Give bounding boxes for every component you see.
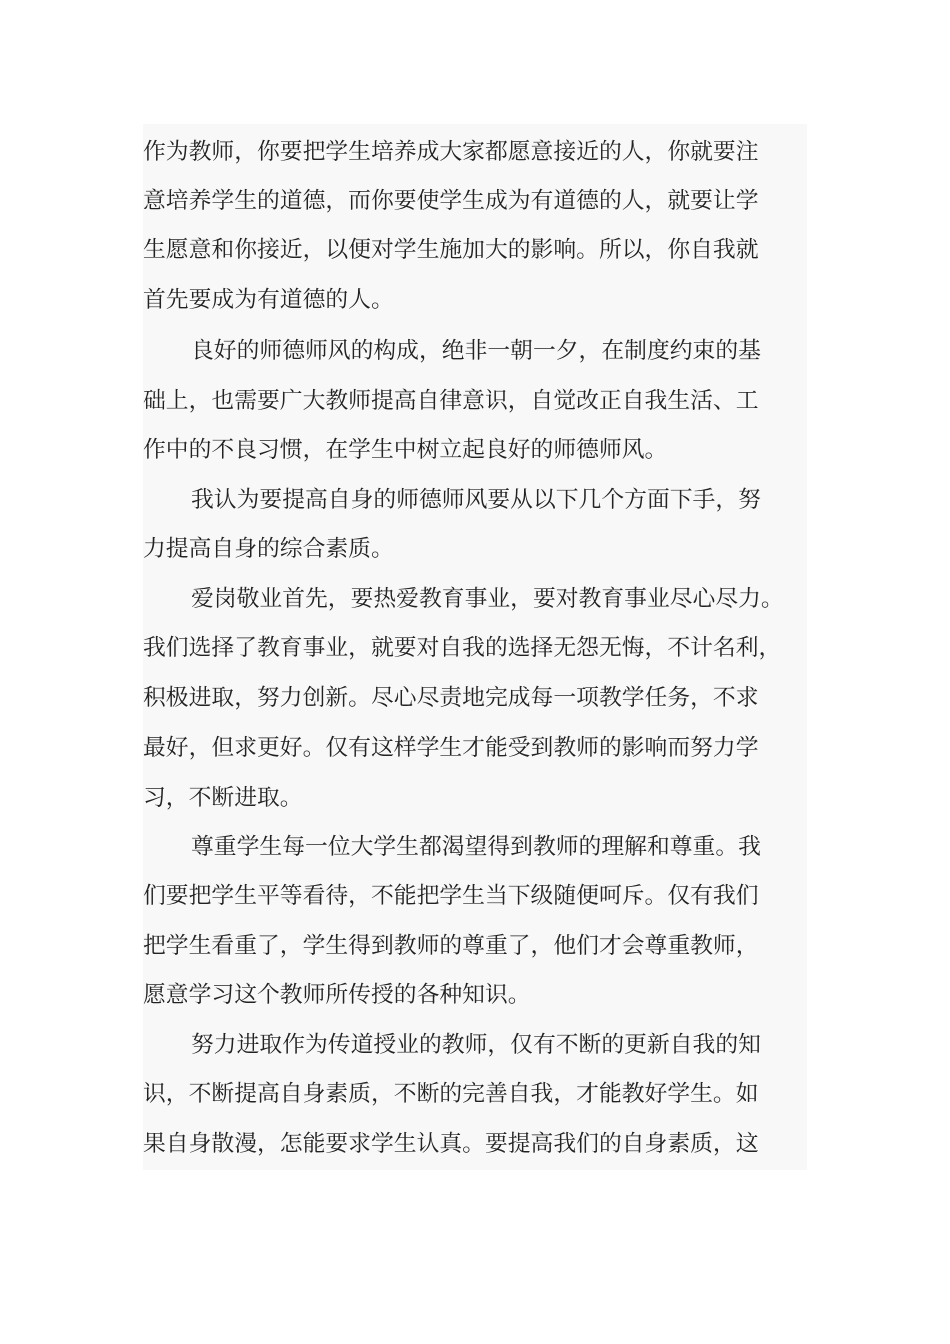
text-line: 们要把学生平等看待，不能把学生当下级随便呵斥。仅有我们 xyxy=(143,883,759,909)
paragraph-first-line: 我认为要提高自身的师德师风要从以下几个方面下手，努 xyxy=(191,487,761,513)
text-line: 生愿意和你接近，以便对学生施加大的影响。所以，你自我就 xyxy=(143,237,759,263)
text-line: 我们选择了教育事业，就要对自我的选择无怨无悔，不计名利， xyxy=(143,635,782,661)
document-text-block xyxy=(143,124,807,1170)
text-line: 意培养学生的道德，而你要使学生成为有道德的人，就要让学 xyxy=(143,188,759,214)
text-line: 习，不断进取。 xyxy=(143,785,303,811)
text-line: 础上，也需要广大教师提高自律意识，自觉改正自我生活、工 xyxy=(143,388,759,414)
text-line: 作为教师，你要把学生培养成大家都愿意接近的人，你就要注 xyxy=(143,139,759,165)
text-line: 力提高自身的综合素质。 xyxy=(143,536,394,562)
text-line: 把学生看重了，学生得到教师的尊重了，他们才会尊重教师， xyxy=(143,933,759,959)
text-line: 首先要成为有道德的人。 xyxy=(143,287,394,313)
text-line: 果自身散漫，怎能要求学生认真。要提高我们的自身素质，这 xyxy=(143,1131,759,1157)
paragraph-first-line: 良好的师德师风的构成，绝非一朝一夕，在制度约束的基 xyxy=(191,338,761,364)
text-line: 识，不断提高自身素质，不断的完善自我，才能教好学生。如 xyxy=(143,1081,759,1107)
text-line: 最好，但求更好。仅有这样学生才能受到教师的影响而努力学 xyxy=(143,735,759,761)
paragraph-first-line: 尊重学生每一位大学生都渴望得到教师的理解和尊重。我 xyxy=(191,834,761,860)
paragraph-first-line: 努力进取作为传道授业的教师，仅有不断的更新自我的知 xyxy=(191,1032,761,1058)
text-line: 愿意学习这个教师所传授的各种知识。 xyxy=(143,982,531,1008)
text-line: 积极进取，努力创新。尽心尽责地完成每一项教学任务，不求 xyxy=(143,685,759,711)
text-line: 作中的不良习惯，在学生中树立起良好的师德师风。 xyxy=(143,437,668,463)
paragraph-first-line: 爱岗敬业首先，要热爱教育事业，要对教育事业尽心尽力。 xyxy=(191,586,784,612)
